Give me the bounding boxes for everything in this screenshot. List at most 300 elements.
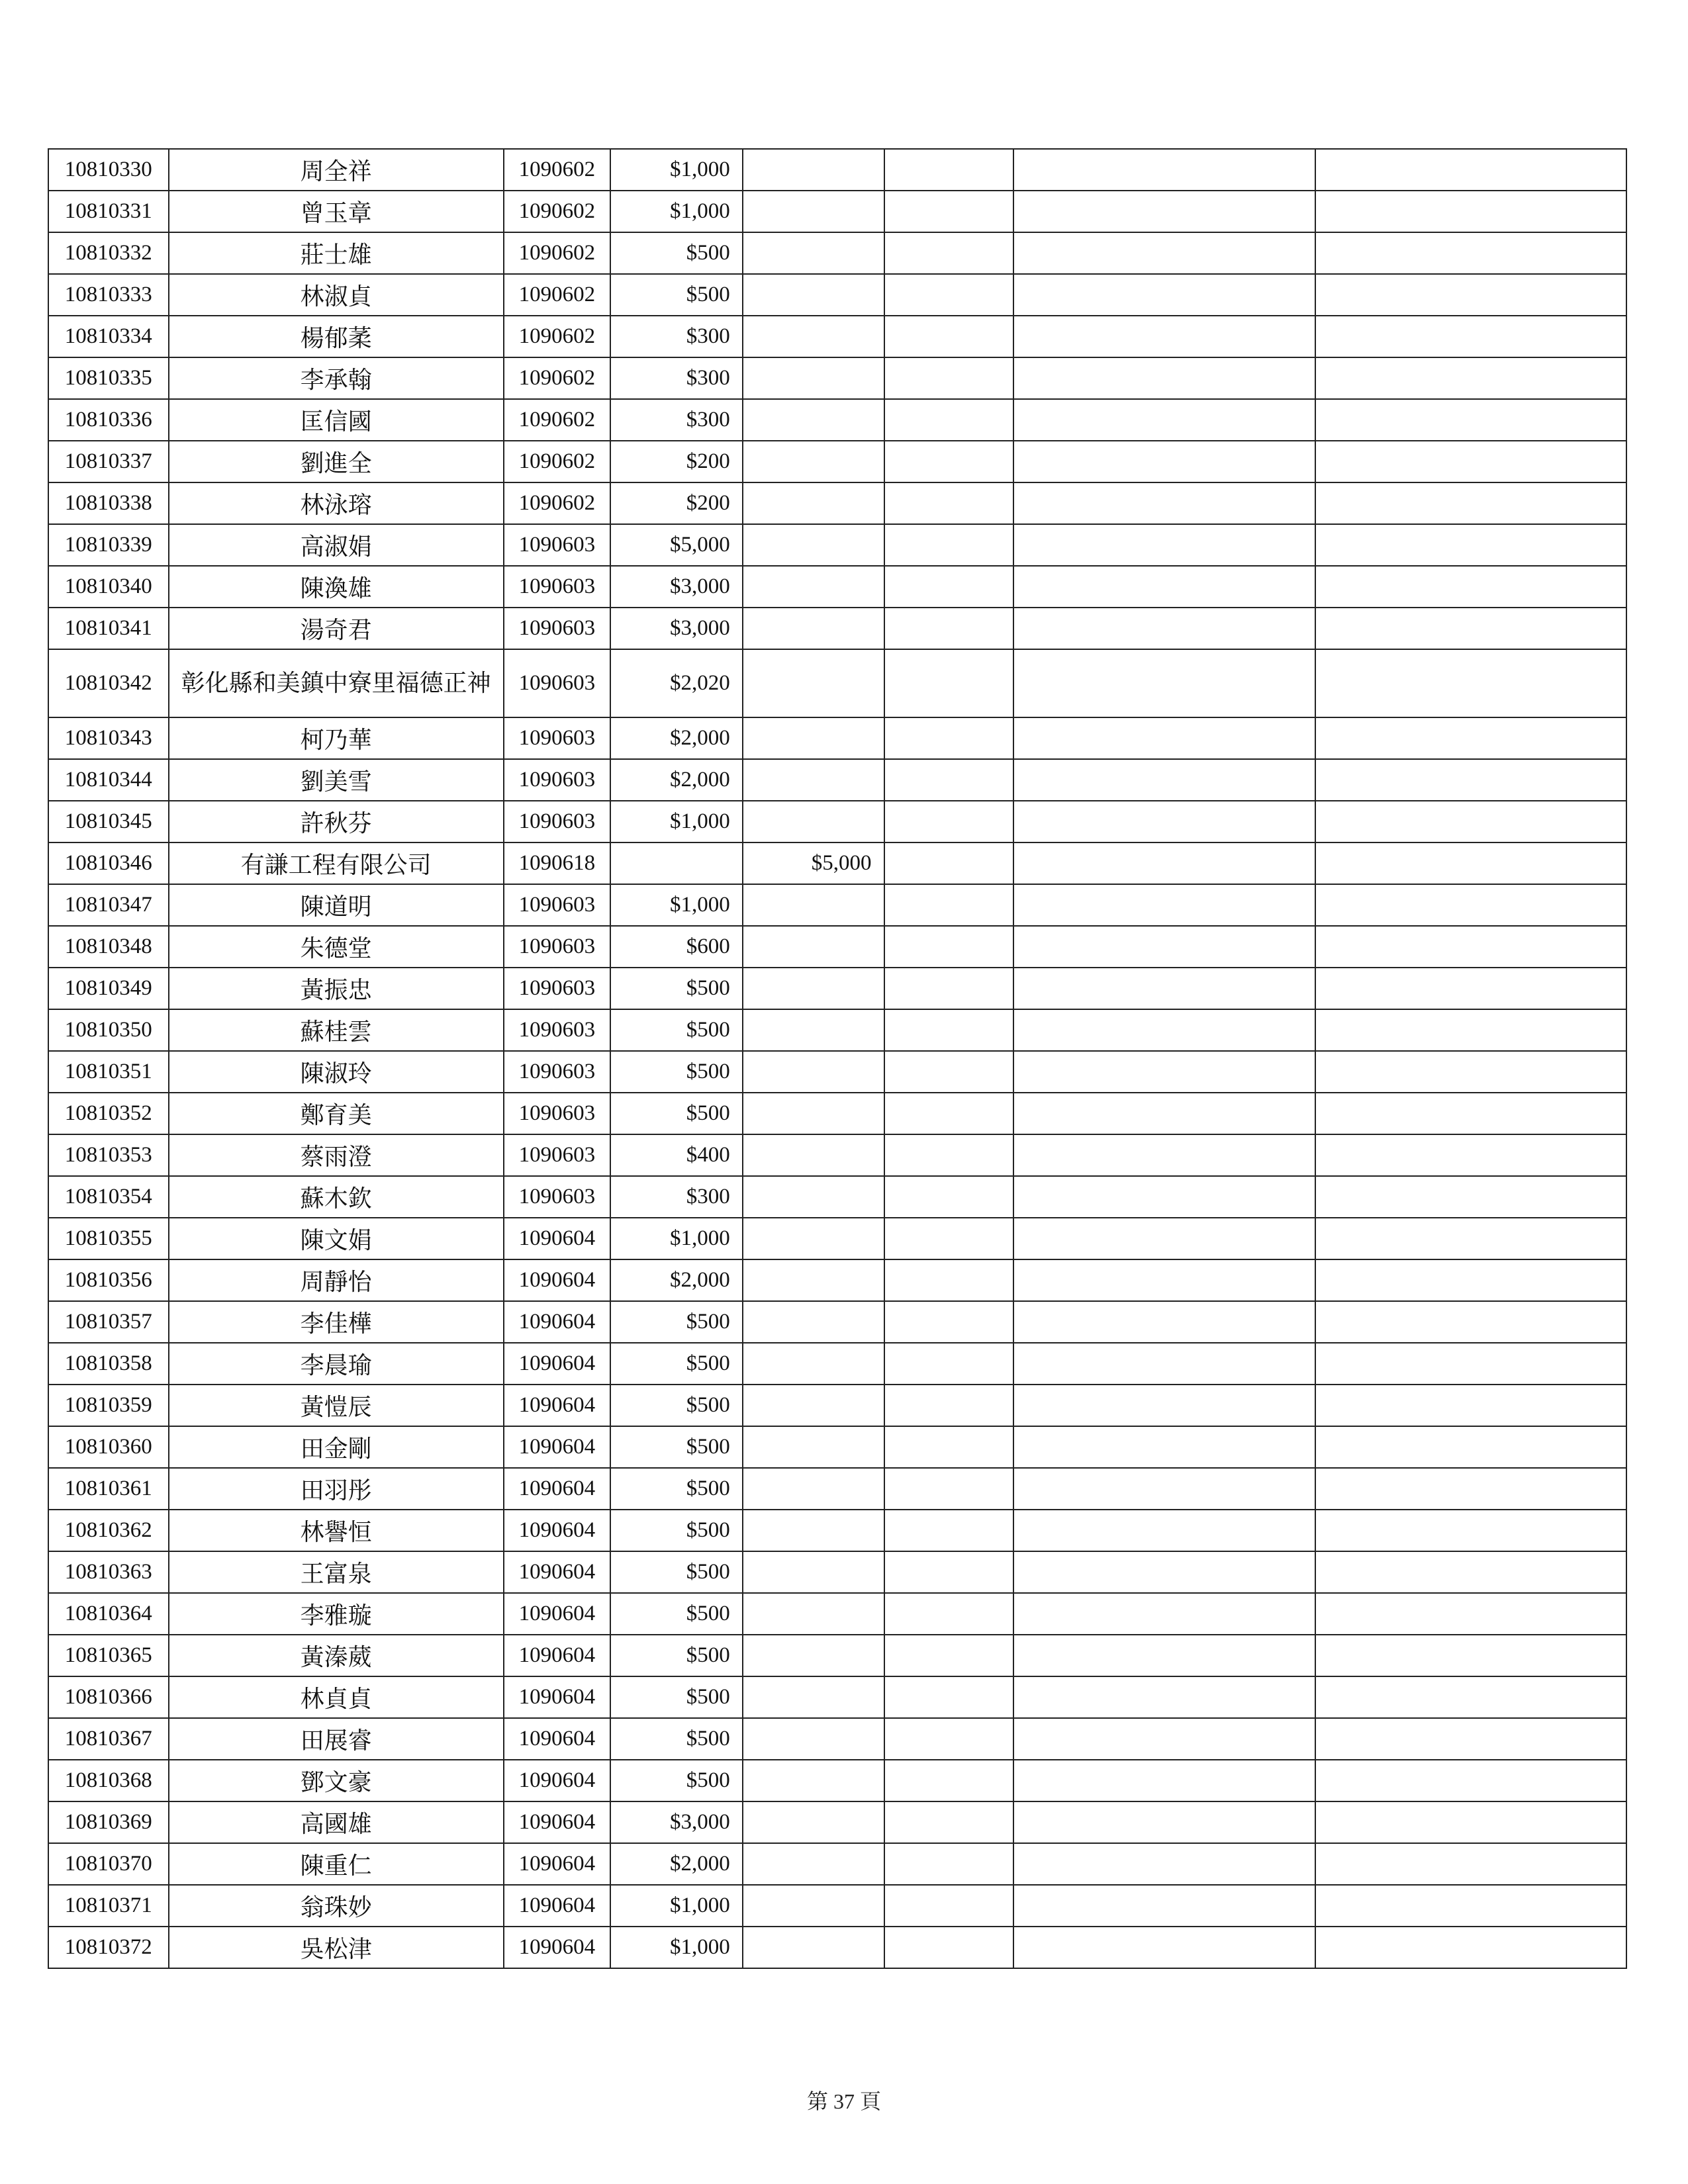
date-cell: 1090603 [504, 608, 610, 649]
amount-secondary-cell [743, 1801, 884, 1843]
ledger-body [48, 149, 1626, 1968]
blank-cell [1315, 801, 1626, 842]
blank-cell [1013, 399, 1315, 441]
table-row [48, 1301, 1626, 1343]
page-number: 第 37 頁 [806, 2089, 881, 2113]
amount-cell: $1,000 [610, 149, 743, 191]
record-id-cell: 10810367 [48, 1718, 169, 1760]
table-row [48, 968, 1626, 1009]
blank-cell [1013, 717, 1315, 759]
amount-cell: $500 [610, 1676, 743, 1718]
blank-cell [1315, 1718, 1626, 1760]
blank-cell [1013, 1885, 1315, 1927]
amount-cell: $3,000 [610, 608, 743, 649]
table-row [48, 1843, 1626, 1885]
date-cell: 1090603 [504, 968, 610, 1009]
table-row [48, 1385, 1626, 1426]
date-cell: 1090602 [504, 441, 610, 482]
table-row [48, 1218, 1626, 1259]
blank-cell [1315, 884, 1626, 926]
blank-cell [1013, 1218, 1315, 1259]
date-cell: 1090604 [504, 1426, 610, 1468]
amount-cell: $300 [610, 316, 743, 357]
blank-cell [1013, 968, 1315, 1009]
blank-cell [1315, 1385, 1626, 1426]
blank-cell [1013, 1093, 1315, 1134]
donor-name-cell: 周全祥 [169, 149, 504, 191]
blank-cell [1013, 1760, 1315, 1801]
table-row [48, 926, 1626, 968]
blank-cell [1315, 608, 1626, 649]
blank-cell [1315, 191, 1626, 232]
date-cell: 1090602 [504, 482, 610, 524]
table-row [48, 1801, 1626, 1843]
date-cell: 1090604 [504, 1760, 610, 1801]
blank-cell [1315, 274, 1626, 316]
record-id-cell: 10810371 [48, 1885, 169, 1927]
date-cell: 1090603 [504, 717, 610, 759]
amount-cell: $1,000 [610, 884, 743, 926]
record-id-cell: 10810343 [48, 717, 169, 759]
donor-name-cell: 柯乃華 [169, 717, 504, 759]
amount-secondary-cell [743, 1301, 884, 1343]
blank-cell [884, 842, 1014, 884]
record-id-cell: 10810362 [48, 1510, 169, 1551]
record-id-cell: 10810346 [48, 842, 169, 884]
date-cell: 1090604 [504, 1551, 610, 1593]
blank-cell [884, 1927, 1014, 1968]
table-row [48, 1885, 1626, 1927]
blank-cell [884, 1801, 1014, 1843]
donor-name-cell: 黃愷辰 [169, 1385, 504, 1426]
donor-name-cell: 蘇桂雲 [169, 1009, 504, 1051]
date-cell: 1090602 [504, 274, 610, 316]
blank-cell [884, 1051, 1014, 1093]
amount-cell [610, 842, 743, 884]
blank-cell [1315, 926, 1626, 968]
record-id-cell: 10810340 [48, 566, 169, 608]
date-cell: 1090604 [504, 1718, 610, 1760]
blank-cell [1013, 1718, 1315, 1760]
blank-cell [884, 1093, 1014, 1134]
record-id-cell: 10810354 [48, 1176, 169, 1218]
table-row [48, 1093, 1626, 1134]
amount-cell: $500 [610, 1468, 743, 1510]
blank-cell [884, 399, 1014, 441]
blank-cell [884, 1468, 1014, 1510]
record-id-cell: 10810365 [48, 1635, 169, 1676]
blank-cell [884, 1176, 1014, 1218]
blank-cell [1315, 968, 1626, 1009]
amount-cell: $500 [610, 1635, 743, 1676]
donor-name-cell: 陳文娟 [169, 1218, 504, 1259]
blank-cell [884, 566, 1014, 608]
amount-cell: $2,000 [610, 1259, 743, 1301]
date-cell: 1090618 [504, 842, 610, 884]
table-row [48, 842, 1626, 884]
blank-cell [884, 524, 1014, 566]
donor-name-cell: 陳重仁 [169, 1843, 504, 1885]
amount-secondary-cell [743, 1176, 884, 1218]
amount-secondary-cell [743, 759, 884, 801]
blank-cell [1315, 1301, 1626, 1343]
table-row [48, 316, 1626, 357]
table-row [48, 1176, 1626, 1218]
record-id-cell: 10810336 [48, 399, 169, 441]
blank-cell [1315, 1259, 1626, 1301]
blank-cell [1013, 232, 1315, 274]
table-row [48, 649, 1626, 717]
record-id-cell: 10810370 [48, 1843, 169, 1885]
amount-secondary-cell [743, 1510, 884, 1551]
amount-secondary-cell [743, 717, 884, 759]
blank-cell [1013, 274, 1315, 316]
donor-name-cell: 曾玉章 [169, 191, 504, 232]
donor-name-cell: 許秋芬 [169, 801, 504, 842]
amount-secondary-cell [743, 191, 884, 232]
donor-name-cell: 蔡雨澄 [169, 1134, 504, 1176]
blank-cell [884, 482, 1014, 524]
amount-secondary-cell [743, 801, 884, 842]
donor-name-cell: 李承翰 [169, 357, 504, 399]
amount-cell: $200 [610, 441, 743, 482]
date-cell: 1090604 [504, 1885, 610, 1927]
amount-secondary-cell [743, 1385, 884, 1426]
blank-cell [1013, 1468, 1315, 1510]
amount-cell: $2,000 [610, 717, 743, 759]
blank-cell [1013, 1301, 1315, 1343]
blank-cell [1315, 149, 1626, 191]
blank-cell [1013, 482, 1315, 524]
date-cell: 1090603 [504, 926, 610, 968]
amount-cell: $500 [610, 1426, 743, 1468]
table-row [48, 1468, 1626, 1510]
date-cell: 1090603 [504, 524, 610, 566]
donor-name-cell: 田羽彤 [169, 1468, 504, 1510]
date-cell: 1090603 [504, 801, 610, 842]
record-id-cell: 10810332 [48, 232, 169, 274]
blank-cell [884, 717, 1014, 759]
amount-secondary-cell [743, 357, 884, 399]
donor-name-cell: 吳松津 [169, 1927, 504, 1968]
blank-cell [1013, 1510, 1315, 1551]
blank-cell [1315, 232, 1626, 274]
table-row [48, 1718, 1626, 1760]
blank-cell [884, 149, 1014, 191]
amount-secondary-cell [743, 1218, 884, 1259]
amount-cell: $500 [610, 1051, 743, 1093]
donor-name-cell: 楊郁葇 [169, 316, 504, 357]
donation-ledger-table [48, 148, 1627, 1969]
table-row [48, 884, 1626, 926]
date-cell: 1090604 [504, 1593, 610, 1635]
blank-cell [884, 1343, 1014, 1385]
table-row [48, 1551, 1626, 1593]
date-cell: 1090604 [504, 1635, 610, 1676]
record-id-cell: 10810330 [48, 149, 169, 191]
amount-secondary-cell [743, 1551, 884, 1593]
blank-cell [884, 649, 1014, 717]
record-id-cell: 10810351 [48, 1051, 169, 1093]
table-row [48, 149, 1626, 191]
blank-cell [884, 1885, 1014, 1927]
record-id-cell: 10810345 [48, 801, 169, 842]
blank-cell [1013, 1134, 1315, 1176]
date-cell: 1090603 [504, 566, 610, 608]
amount-cell: $300 [610, 399, 743, 441]
record-id-cell: 10810331 [48, 191, 169, 232]
record-id-cell: 10810358 [48, 1343, 169, 1385]
blank-cell [884, 1551, 1014, 1593]
amount-cell: $500 [610, 1718, 743, 1760]
donor-name-cell: 田金剛 [169, 1426, 504, 1468]
blank-cell [1013, 926, 1315, 968]
donor-name-cell: 鄧文豪 [169, 1760, 504, 1801]
amount-secondary-cell [743, 399, 884, 441]
amount-secondary-cell [743, 1593, 884, 1635]
record-id-cell: 10810344 [48, 759, 169, 801]
blank-cell [1013, 1676, 1315, 1718]
blank-cell [884, 801, 1014, 842]
blank-cell [884, 1259, 1014, 1301]
blank-cell [1013, 149, 1315, 191]
table-row [48, 1676, 1626, 1718]
donor-name-cell: 黃振忠 [169, 968, 504, 1009]
blank-cell [1315, 1760, 1626, 1801]
record-id-cell: 10810352 [48, 1093, 169, 1134]
blank-cell [884, 1426, 1014, 1468]
blank-cell [884, 232, 1014, 274]
blank-cell [884, 1760, 1014, 1801]
donor-name-cell: 林貞貞 [169, 1676, 504, 1718]
amount-secondary-cell [743, 1676, 884, 1718]
record-id-cell: 10810338 [48, 482, 169, 524]
blank-cell [1315, 1051, 1626, 1093]
blank-cell [1013, 1593, 1315, 1635]
date-cell: 1090604 [504, 1510, 610, 1551]
amount-cell: $500 [610, 1593, 743, 1635]
record-id-cell: 10810333 [48, 274, 169, 316]
amount-secondary-cell [743, 649, 884, 717]
record-id-cell: 10810348 [48, 926, 169, 968]
record-id-cell: 10810360 [48, 1426, 169, 1468]
donor-name-cell: 李雅璇 [169, 1593, 504, 1635]
donor-name-cell: 林泳瑢 [169, 482, 504, 524]
amount-secondary-cell [743, 482, 884, 524]
table-row [48, 399, 1626, 441]
blank-cell [1013, 1801, 1315, 1843]
date-cell: 1090604 [504, 1676, 610, 1718]
amount-secondary-cell [743, 1718, 884, 1760]
amount-secondary-cell [743, 1093, 884, 1134]
blank-cell [1315, 1593, 1626, 1635]
record-id-cell: 10810366 [48, 1676, 169, 1718]
blank-cell [1315, 1343, 1626, 1385]
amount-cell: $2,020 [610, 649, 743, 717]
table-row [48, 357, 1626, 399]
donor-name-cell: 李晨瑜 [169, 1343, 504, 1385]
blank-cell [1315, 1093, 1626, 1134]
blank-cell [1013, 566, 1315, 608]
date-cell: 1090602 [504, 357, 610, 399]
blank-cell [884, 1718, 1014, 1760]
amount-secondary-cell [743, 1426, 884, 1468]
blank-cell [1013, 801, 1315, 842]
donor-name-cell: 李佳樺 [169, 1301, 504, 1343]
record-id-cell: 10810368 [48, 1760, 169, 1801]
donor-name-cell: 鄭育美 [169, 1093, 504, 1134]
donor-name-cell: 黃溱葳 [169, 1635, 504, 1676]
blank-cell [1013, 441, 1315, 482]
donor-name-cell: 有謙工程有限公司 [169, 842, 504, 884]
table-row [48, 191, 1626, 232]
blank-cell [1315, 1801, 1626, 1843]
record-id-cell: 10810334 [48, 316, 169, 357]
blank-cell [1013, 1426, 1315, 1468]
record-id-cell: 10810347 [48, 884, 169, 926]
table-row [48, 1593, 1626, 1635]
amount-cell: $3,000 [610, 566, 743, 608]
donor-name-cell: 匡信國 [169, 399, 504, 441]
record-id-cell: 10810363 [48, 1551, 169, 1593]
blank-cell [884, 1510, 1014, 1551]
table-row [48, 801, 1626, 842]
record-id-cell: 10810337 [48, 441, 169, 482]
amount-secondary-cell [743, 441, 884, 482]
table-row [48, 566, 1626, 608]
amount-secondary-cell [743, 1843, 884, 1885]
amount-cell: $1,000 [610, 801, 743, 842]
table-row [48, 1259, 1626, 1301]
blank-cell [884, 274, 1014, 316]
blank-cell [884, 884, 1014, 926]
date-cell: 1090602 [504, 316, 610, 357]
amount-secondary-cell [743, 1885, 884, 1927]
blank-cell [1013, 884, 1315, 926]
blank-cell [1013, 1009, 1315, 1051]
blank-cell [1315, 649, 1626, 717]
blank-cell [1315, 316, 1626, 357]
amount-secondary-cell [743, 1343, 884, 1385]
date-cell: 1090603 [504, 884, 610, 926]
date-cell: 1090604 [504, 1927, 610, 1968]
blank-cell [1315, 717, 1626, 759]
date-cell: 1090604 [504, 1218, 610, 1259]
table-row [48, 1426, 1626, 1468]
donor-name-cell: 彰化縣和美鎮中寮里福德正神 [169, 649, 504, 717]
table-row [48, 1760, 1626, 1801]
blank-cell [1013, 191, 1315, 232]
table-row [48, 1051, 1626, 1093]
record-id-cell: 10810356 [48, 1259, 169, 1301]
amount-cell: $1,000 [610, 1218, 743, 1259]
amount-cell: $500 [610, 1301, 743, 1343]
table-row [48, 1134, 1626, 1176]
blank-cell [1013, 842, 1315, 884]
date-cell: 1090602 [504, 232, 610, 274]
blank-cell [1013, 1635, 1315, 1676]
record-id-cell: 10810369 [48, 1801, 169, 1843]
amount-cell: $500 [610, 1093, 743, 1134]
amount-cell: $500 [610, 232, 743, 274]
blank-cell [1315, 1885, 1626, 1927]
date-cell: 1090604 [504, 1843, 610, 1885]
blank-cell [1315, 1676, 1626, 1718]
blank-cell [1315, 482, 1626, 524]
donor-name-cell: 陳渙雄 [169, 566, 504, 608]
blank-cell [1013, 608, 1315, 649]
blank-cell [884, 191, 1014, 232]
blank-cell [1013, 1927, 1315, 1968]
record-id-cell: 10810342 [48, 649, 169, 717]
blank-cell [1315, 1843, 1626, 1885]
amount-secondary-cell [743, 149, 884, 191]
blank-cell [1315, 759, 1626, 801]
amount-cell: $5,000 [610, 524, 743, 566]
blank-cell [884, 1843, 1014, 1885]
table-row [48, 1343, 1626, 1385]
blank-cell [1315, 1551, 1626, 1593]
blank-cell [1315, 1426, 1626, 1468]
donor-name-cell: 朱德堂 [169, 926, 504, 968]
record-id-cell: 10810357 [48, 1301, 169, 1343]
date-cell: 1090603 [504, 1134, 610, 1176]
blank-cell [1013, 316, 1315, 357]
table-row [48, 441, 1626, 482]
amount-secondary-cell [743, 1635, 884, 1676]
amount-cell: $400 [610, 1134, 743, 1176]
record-id-cell: 10810335 [48, 357, 169, 399]
blank-cell [1013, 1051, 1315, 1093]
blank-cell [884, 441, 1014, 482]
date-cell: 1090603 [504, 1051, 610, 1093]
blank-cell [1315, 1009, 1626, 1051]
donor-name-cell: 林譽恒 [169, 1510, 504, 1551]
amount-secondary-cell [743, 1468, 884, 1510]
blank-cell [884, 1385, 1014, 1426]
record-id-cell: 10810353 [48, 1134, 169, 1176]
amount-secondary-cell [743, 968, 884, 1009]
date-cell: 1090603 [504, 649, 610, 717]
amount-cell: $500 [610, 1343, 743, 1385]
blank-cell [1315, 1927, 1626, 1968]
amount-secondary-cell [743, 274, 884, 316]
blank-cell [884, 968, 1014, 1009]
blank-cell [1315, 1510, 1626, 1551]
amount-cell: $500 [610, 1009, 743, 1051]
blank-cell [1315, 1468, 1626, 1510]
blank-cell [884, 316, 1014, 357]
blank-cell [884, 759, 1014, 801]
blank-cell [1013, 1843, 1315, 1885]
blank-cell [884, 1134, 1014, 1176]
date-cell: 1090604 [504, 1343, 610, 1385]
blank-cell [1013, 357, 1315, 399]
amount-secondary-cell [743, 884, 884, 926]
blank-cell [1315, 524, 1626, 566]
date-cell: 1090604 [504, 1385, 610, 1426]
amount-secondary-cell [743, 1259, 884, 1301]
blank-cell [1315, 1176, 1626, 1218]
record-id-cell: 10810341 [48, 608, 169, 649]
amount-secondary-cell [743, 1134, 884, 1176]
table-row [48, 232, 1626, 274]
date-cell: 1090602 [504, 399, 610, 441]
amount-secondary-cell [743, 1927, 884, 1968]
amount-cell: $3,000 [610, 1801, 743, 1843]
donor-name-cell: 王富泉 [169, 1551, 504, 1593]
amount-cell: $2,000 [610, 759, 743, 801]
